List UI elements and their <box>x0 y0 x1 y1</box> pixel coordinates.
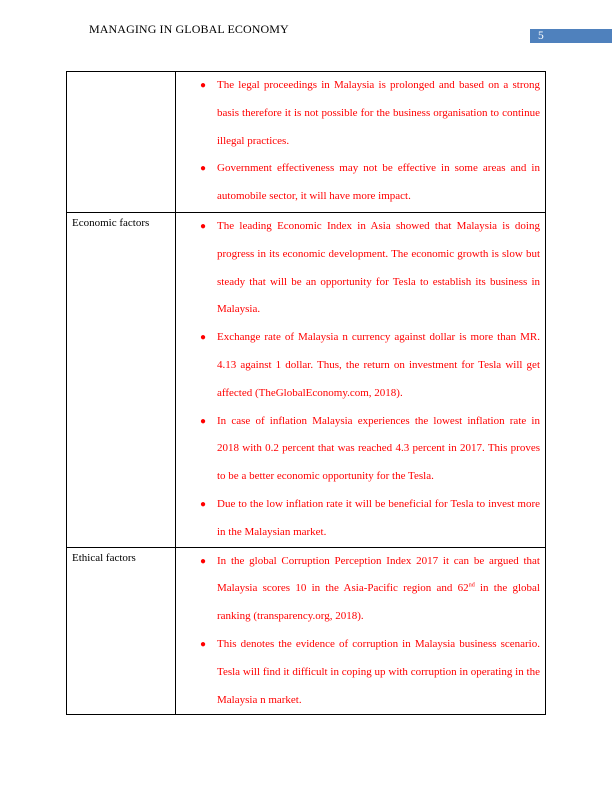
table-row <box>67 72 546 213</box>
bullet-icon: ● <box>200 638 207 650</box>
bullet-list <box>176 72 540 211</box>
bullet-icon: ● <box>200 221 207 232</box>
bullet-point: ● This denotes the evidence of corruption in Malaysia business scenario. Tesla will find it difficult in coping up with corruption in operating in the Malaysia n market. <box>217 631 540 714</box>
bullet-point: ● The legal proceedings in Malaysia is prolonged and based on a strong basis therefore it is not possible for the business organisation to continue illegal practices. <box>217 72 540 155</box>
bullet-icon: ● <box>200 80 207 91</box>
bullet-icon: ● <box>200 555 207 567</box>
bullet-point: ● Exchange rate of Malaysia n currency against dollar is more than MR. 4.13 against 1 dollar. Thus, the return on investment for Tesla will get affected (TheGlobalEconomy.com, 2018). <box>217 324 540 407</box>
running-header-title: MANAGING IN GLOBAL ECONOMY <box>89 22 289 36</box>
bullet-icon: ● <box>200 415 207 427</box>
factor-cell: Economic factors <box>67 213 176 548</box>
detail-cell <box>176 72 546 213</box>
bullet-point: ● Due to the low inflation rate it will be beneficial for Tesla to invest more in the Malaysian market. <box>217 491 540 547</box>
pest-analysis-table <box>66 71 546 715</box>
table-row <box>67 213 546 548</box>
bullet-point: ● In the global Corruption Perception Index 2017 it can be argued that Malaysia scores 10 in the Asia-Pacific region and 62nd in the global ranking (transparency.org, 2018). <box>217 548 540 631</box>
page-number-badge <box>530 29 612 43</box>
factor-cell <box>67 72 176 213</box>
page-number: 5 <box>538 30 544 42</box>
detail-cell <box>176 547 546 715</box>
bullet-icon: ● <box>200 163 207 175</box>
ordinal-suffix: nd <box>468 582 475 589</box>
bullet-point: ● Government effectiveness may not be effective in some areas and in automobile sector, it will have more impact. <box>217 155 540 211</box>
bullet-list <box>176 548 540 715</box>
bullet-icon: ● <box>200 498 207 510</box>
table-row <box>67 547 546 715</box>
detail-cell <box>176 213 546 548</box>
bullet-list <box>176 213 540 547</box>
bullet-point: ● The leading Economic Index in Asia showed that Malaysia is doing progress in its economic development. The economic growth is slow but steady that will be an opportunity for Tesla to establish its business in Malaysia. <box>217 213 540 324</box>
bullet-point: ● In case of inflation Malaysia experiences the lowest inflation rate in 2018 with 0.2 percent that was reached 4.3 percent in 2017. This proves to be a better economic opportunity for the Tesla. <box>217 408 540 491</box>
factor-cell: Ethical factors <box>67 547 176 715</box>
bullet-icon: ● <box>200 332 207 344</box>
